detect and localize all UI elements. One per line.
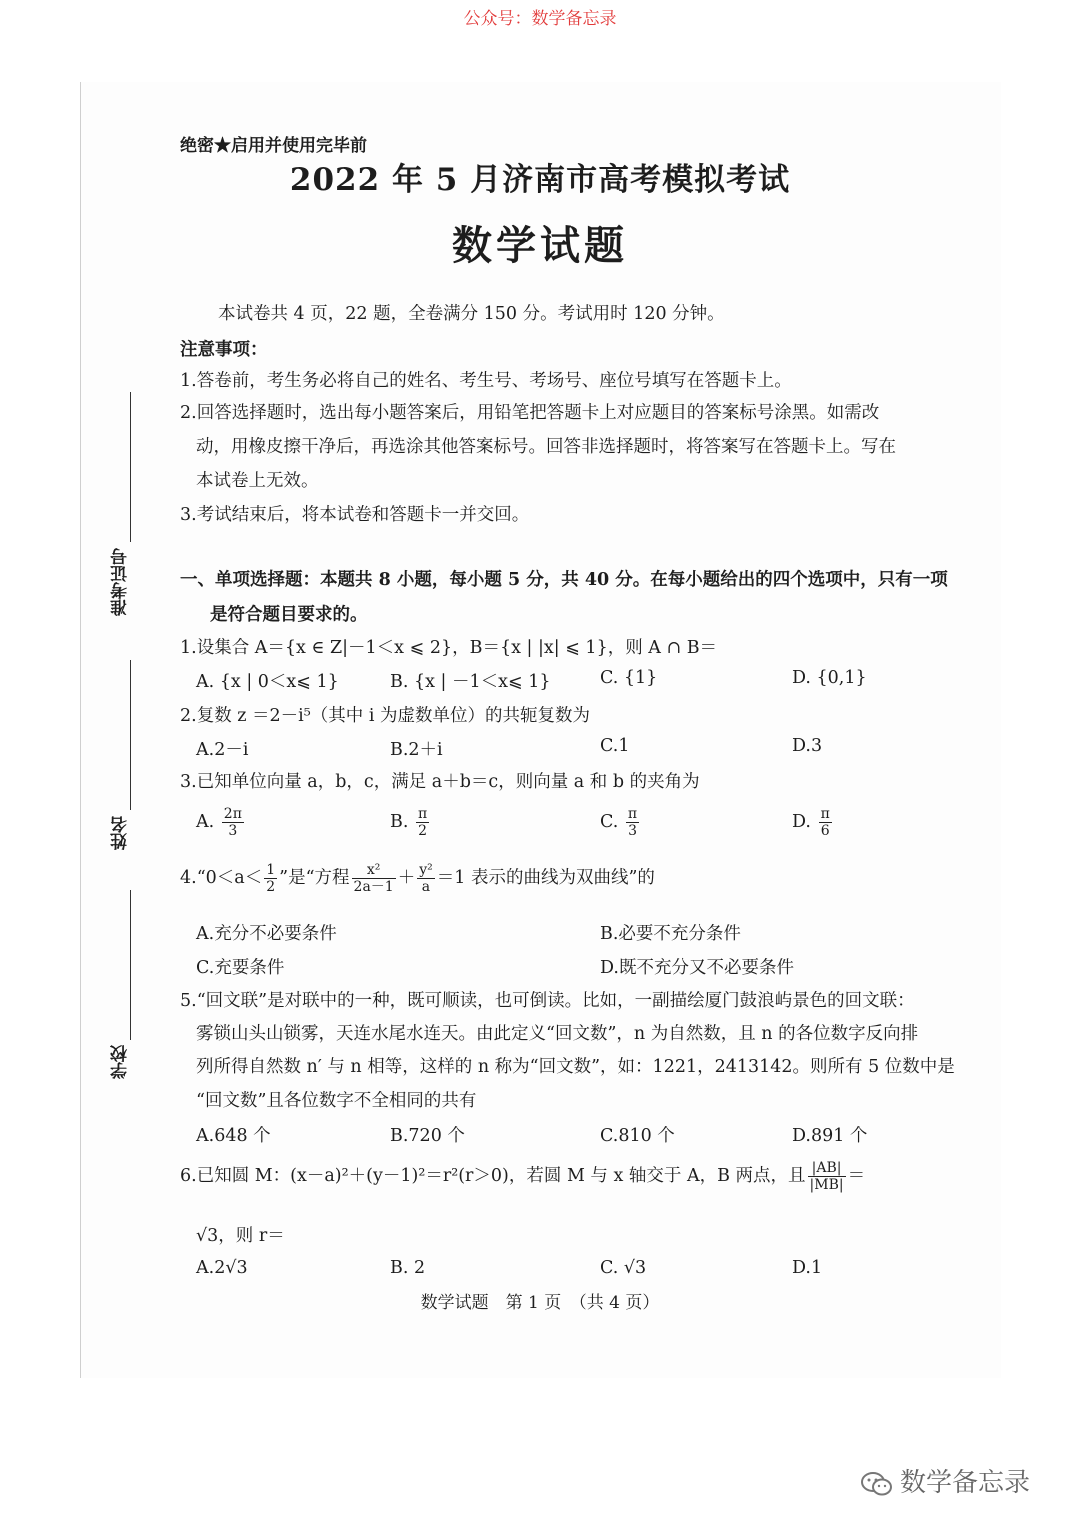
question-6-stem-cont: √3，则 r＝ [196, 1226, 285, 1246]
question-3-stem: 3.已知单位向量 a，b，c，满足 a＋b＝c，则向量 a 和 b 的夹角为 [180, 772, 700, 792]
secret-mark: 绝密★启用并使用完毕前 [180, 136, 367, 156]
exam-subtitle: 数学试题 [452, 222, 628, 269]
fraction-denominator: 2 [418, 823, 428, 839]
q5-option-d: D.891 个 [792, 1126, 868, 1146]
q6-option-b: B. 2 [390, 1258, 426, 1278]
fraction-denominator: 3 [628, 823, 637, 839]
q1-option-d: D. {0,1} [792, 668, 867, 688]
q4-plus: ＋ [397, 868, 416, 888]
notice-item: 1.答卷前，考生务必将自己的姓名、考生号、考场号、座位号填写在答题卡上。 [180, 371, 792, 391]
fraction [808, 1160, 846, 1193]
q2-option-c: C.1 [600, 736, 630, 756]
q5-option-a: A.648 个 [196, 1126, 271, 1146]
q4-option-c: C.充要条件 [196, 958, 285, 978]
q1-option-c: C. {1} [600, 668, 658, 688]
question-2-stem: 2.复数 z ＝2－i⁵（其中 i 为虚数单位）的共轭复数为 [180, 706, 591, 726]
fraction-denominator: 2 [266, 879, 276, 895]
watermark-text: 数学备忘录 [900, 1468, 1031, 1498]
fraction-denominator: |MB| [809, 1177, 844, 1193]
fraction-numerator: π [820, 806, 830, 822]
fraction-numerator: π [627, 806, 638, 822]
side-label-exam-id: 准考证号 [111, 548, 131, 616]
q2-option-d: D.3 [792, 736, 823, 756]
side-label-name: 姓名 [111, 816, 131, 850]
question-4-stem [180, 862, 655, 895]
section-heading-cont: 是符合题目要求的。 [210, 605, 368, 625]
q1-option-b: B. {x | －1＜x⩽ 1} [390, 672, 551, 692]
question-5-stem: 5.“回文联”是对联中的一种，既可顺读，也可倒读。比如，一副描绘厦门鼓浪屿景色的回文联： [180, 991, 915, 1011]
q4-option-d: D.既不充分又不必要条件 [600, 958, 794, 978]
fraction [222, 806, 244, 839]
notice-item: 本试卷上无效。 [196, 471, 319, 491]
q6-option-d: D.1 [792, 1258, 823, 1278]
q5-option-b: B.720 个 [390, 1126, 465, 1146]
q4-mid: ”是“方程 [279, 868, 350, 888]
fraction [819, 806, 832, 839]
q4-option-b: B.必要不充分条件 [600, 924, 741, 944]
question-5-stem-cont: 列所得自然数 n′ 与 n 相等，这样的 n 称为“回文数”，如：1221，2413142。则所有 5 位数中是 [196, 1057, 955, 1077]
q6-option-c: C. √3 [600, 1258, 647, 1278]
q3-option-b [390, 806, 431, 839]
q2-option-a: A.2－i [196, 740, 249, 760]
option-label: A. [196, 812, 215, 832]
fraction [264, 862, 277, 895]
name-line [130, 660, 131, 810]
q4-pre: 4.“0＜a＜ [180, 868, 263, 888]
question-6-stem [180, 1160, 865, 1193]
side-label-school: 学校 [111, 1045, 131, 1079]
fraction [626, 806, 639, 839]
q3-option-c [600, 806, 641, 839]
intro-text: 本试卷共 4 页，22 题，全卷满分 150 分。考试用时 120 分钟。 [218, 304, 725, 324]
fraction-denominator: 3 [228, 823, 238, 839]
option-label: D. [792, 812, 811, 832]
fraction-denominator: 2a－1 [353, 879, 394, 895]
option-label: C. [600, 812, 619, 832]
question-5-stem-cont: 雾锁山头山锁雾，天连水尾水连天。由此定义“回文数”，n 为自然数，且 n 的各位数字反向排 [196, 1024, 919, 1044]
exam-id-line [130, 392, 131, 542]
question-1-stem: 1.设集合 A＝{x ∈ Z|－1＜x ⩽ 2}，B＝{x | |x| ⩽ 1}，则 A ∩ B＝ [180, 638, 718, 658]
notice-item: 3.考试结束后，将本试卷和答题卡一并交回。 [180, 505, 530, 525]
section-heading: 一、单项选择题：本题共 8 小题，每小题 5 分，共 40 分。在每小题给出的四个选项中，只有一项 [180, 570, 948, 590]
notice-heading: 注意事项： [180, 340, 268, 360]
notice-item: 动，用橡皮擦干净后，再选涂其他答案标号。回答非选择题时，将答案写在答题卡上。写在 [196, 437, 896, 457]
q5-option-c: C.810 个 [600, 1126, 675, 1146]
q6-stem-text: 6.已知圆 M：(x－a)²＋(y－1)²＝r²(r＞0)，若圆 M 与 x 轴交于 A，B 两点，且 [180, 1166, 806, 1186]
fraction-numerator: y² [419, 862, 433, 878]
q6-equals: ＝ [847, 1166, 866, 1186]
watermark [860, 1462, 1030, 1499]
fraction [352, 862, 396, 895]
option-label: B. [390, 812, 409, 832]
school-line [130, 890, 131, 1040]
q2-option-b: B.2＋i [390, 740, 443, 760]
page-footer: 数学试题 第 1 页 （共 4 页） [420, 1293, 660, 1313]
exam-title: 2022 年 5 月济南市高考模拟考试 [289, 162, 791, 198]
fraction-denominator: a [421, 879, 431, 895]
wechat-icon [860, 1471, 894, 1497]
q3-option-d [792, 806, 834, 839]
fraction [417, 862, 435, 895]
fraction-numerator: |AB| [808, 1160, 846, 1177]
fraction-numerator: 1 [266, 862, 276, 878]
question-5-stem-cont: “回文数”且各位数字不全相同的共有 [196, 1091, 477, 1111]
fraction-numerator: 2π [223, 806, 242, 822]
fraction-numerator: x² [352, 862, 396, 879]
q1-option-a: A. {x | 0＜x⩽ 1} [196, 672, 339, 692]
fraction [416, 806, 429, 839]
q4-post: ＝1 表示的曲线为双曲线”的 [436, 868, 655, 888]
notice-item: 2.回答选择题时，选出每小题答案后，用铅笔把答题卡上对应题目的答案标号涂黑。如需改 [180, 403, 880, 423]
fraction-denominator: 6 [820, 823, 830, 839]
top-banner: 公众号：数学备忘录 [463, 9, 617, 29]
q4-option-a: A.充分不必要条件 [196, 924, 337, 944]
fraction-numerator: π [418, 806, 428, 822]
q3-option-a [196, 806, 246, 839]
q6-option-a: A.2√3 [196, 1258, 248, 1278]
